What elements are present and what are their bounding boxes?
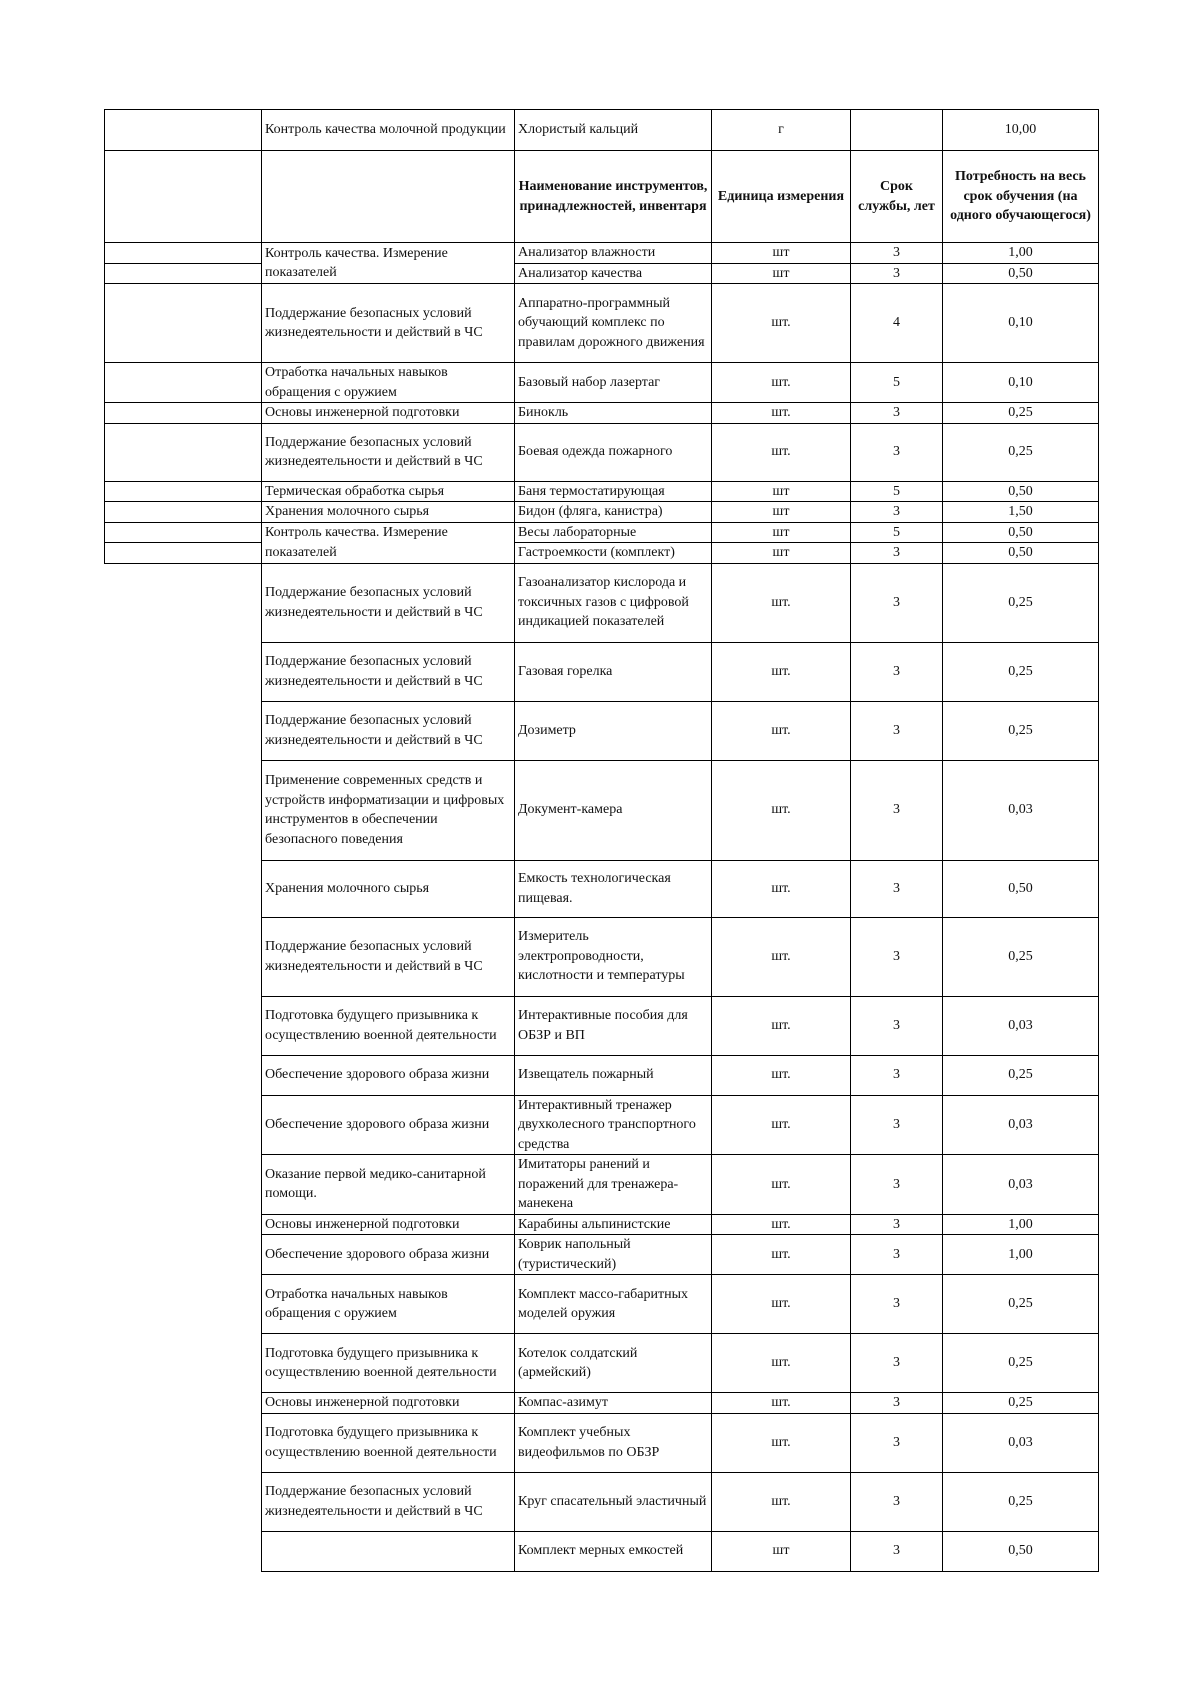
need-cell: 0,50 [943, 263, 1099, 284]
need-cell: 1,00 [943, 1214, 1099, 1235]
table-row [105, 1095, 1099, 1155]
need-cell: 0,10 [943, 363, 1099, 403]
need-cell: 0,50 [943, 481, 1099, 502]
topic-cell: Оказание первой медико-санитарной помощи. [262, 1155, 515, 1215]
need-cell: 0,03 [943, 1155, 1099, 1215]
term-cell: 5 [851, 522, 943, 543]
term-cell: 3 [851, 243, 943, 264]
need-cell: 0,25 [943, 642, 1099, 701]
term-cell: 3 [851, 563, 943, 642]
table-row [105, 760, 1099, 860]
term-cell: 4 [851, 284, 943, 363]
need-cell: 0,10 [943, 284, 1099, 363]
term-cell: 3 [851, 1531, 943, 1571]
unit-cell: шт [712, 243, 851, 264]
topic-cell: Основы инженерной подготовки [262, 1393, 515, 1414]
topic-cell: Основы инженерной подготовки [262, 1214, 515, 1235]
topic-cell: Обеспечение здорового образа жизни [262, 1235, 515, 1275]
need-cell: 1,00 [943, 243, 1099, 264]
table-row [105, 363, 1099, 403]
need-cell: 0,25 [943, 403, 1099, 424]
left-margin-cell [105, 1095, 262, 1155]
need-cell: 0,03 [943, 1413, 1099, 1472]
table-row [105, 1275, 1099, 1334]
table-row [105, 1413, 1099, 1472]
item-cell: Дозиметр [515, 701, 712, 760]
topic-cell: Поддержание безопасных условий жизнедеятельности и действий в ЧС [262, 284, 515, 363]
table-row [105, 481, 1099, 502]
term-cell: 3 [851, 1413, 943, 1472]
item-cell: Баня термостатирующая [515, 481, 712, 502]
need-cell: 0,25 [943, 701, 1099, 760]
topic-cell: Поддержание безопасных условий жизнедеятельности и действий в ЧС [262, 917, 515, 996]
term-cell: 3 [851, 423, 943, 481]
unit-cell: шт. [712, 760, 851, 860]
item-cell: Компас-азимут [515, 1393, 712, 1414]
topic-cell: Подготовка будущего призывника к осуществлению военной деятельности [262, 1334, 515, 1393]
term-cell: 3 [851, 263, 943, 284]
table-row [105, 1472, 1099, 1531]
need-cell: 0,03 [943, 1095, 1099, 1155]
topic-cell: Поддержание безопасных условий жизнедеятельности и действий в ЧС [262, 423, 515, 481]
unit-cell: шт [712, 481, 851, 502]
topic-cell: Подготовка будущего призывника к осуществлению военной деятельности [262, 1413, 515, 1472]
equipment-table [104, 109, 1099, 1572]
topic-cell: Контроль качества. Измерение показателей [262, 522, 515, 563]
left-margin-cell [105, 917, 262, 996]
item-cell: Газовая горелка [515, 642, 712, 701]
item-cell: Комплект мерных емкостей [515, 1531, 712, 1571]
unit-cell: шт. [712, 1095, 851, 1155]
term-cell [851, 110, 943, 151]
header-need: Потребность на весь срок обучения (на одного обучающегося) [943, 151, 1099, 243]
header-term: Срок службы, лет [851, 151, 943, 243]
table-row [105, 1214, 1099, 1235]
unit-cell: шт [712, 502, 851, 523]
left-margin-cell [105, 760, 262, 860]
table-row [105, 996, 1099, 1055]
topic-cell: Поддержание безопасных условий жизнедеятельности и действий в ЧС [262, 563, 515, 642]
item-cell: Аппаратно-программный обучающий комплекс по правилам дорожного движения [515, 284, 712, 363]
need-cell: 0,25 [943, 917, 1099, 996]
table-row [105, 917, 1099, 996]
term-cell: 3 [851, 1472, 943, 1531]
table-row [105, 1235, 1099, 1275]
left-margin-cell [105, 1334, 262, 1393]
unit-cell: шт. [712, 701, 851, 760]
left-margin-cell [105, 1413, 262, 1472]
need-cell: 0,25 [943, 423, 1099, 481]
item-cell: Боевая одежда пожарного [515, 423, 712, 481]
table-row [105, 642, 1099, 701]
item-cell: Газоанализатор кислорода и токсичных газов с цифровой индикацией показателей [515, 563, 712, 642]
unit-cell: шт. [712, 284, 851, 363]
unit-cell: шт. [712, 1275, 851, 1334]
header-unit: Единица измерения [712, 151, 851, 243]
item-cell: Бинокль [515, 403, 712, 424]
item-cell: Комплект массо-габаритных моделей оружия [515, 1275, 712, 1334]
table-row [105, 502, 1099, 523]
left-margin-cell [105, 1275, 262, 1334]
unit-cell: шт. [712, 917, 851, 996]
topic-cell: Обеспечение здорового образа жизни [262, 1055, 515, 1095]
left-margin-cell [105, 642, 262, 701]
unit-cell: шт. [712, 996, 851, 1055]
left-margin-cell [105, 1235, 262, 1275]
left-margin-cell [105, 1055, 262, 1095]
topic-cell: Применение современных средств и устройств информатизации и цифровых инструментов в обеспечении безопасного поведения [262, 760, 515, 860]
item-cell: Карабины альпинистские [515, 1214, 712, 1235]
unit-cell: г [712, 110, 851, 151]
table-row [105, 110, 1099, 151]
unit-cell: шт. [712, 642, 851, 701]
topic-cell: Поддержание безопасных условий жизнедеятельности и действий в ЧС [262, 1472, 515, 1531]
need-cell: 0,03 [943, 996, 1099, 1055]
need-cell: 0,50 [943, 543, 1099, 564]
unit-cell: шт. [712, 1055, 851, 1095]
topic-cell: Поддержание безопасных условий жизнедеятельности и действий в ЧС [262, 642, 515, 701]
topic-cell: Хранения молочного сырья [262, 860, 515, 917]
need-cell: 0,25 [943, 1472, 1099, 1531]
left-margin-cell [105, 151, 262, 243]
left-margin-cell [105, 522, 262, 543]
item-cell: Анализатор качества [515, 263, 712, 284]
need-cell: 1,00 [943, 1235, 1099, 1275]
topic-cell: Хранения молочного сырья [262, 502, 515, 523]
table-row [105, 1055, 1099, 1095]
item-cell: Круг спасательный эластичный [515, 1472, 712, 1531]
unit-cell: шт. [712, 1235, 851, 1275]
need-cell: 0,25 [943, 563, 1099, 642]
left-margin-cell [105, 423, 262, 481]
need-cell: 0,25 [943, 1055, 1099, 1095]
left-margin-cell [105, 502, 262, 523]
item-cell: Бидон (фляга, канистра) [515, 502, 712, 523]
unit-cell: шт. [712, 1155, 851, 1215]
left-margin-cell [105, 1155, 262, 1215]
topic-cell: Подготовка будущего призывника к осуществлению военной деятельности [262, 996, 515, 1055]
unit-cell: шт. [712, 1393, 851, 1414]
item-cell: Емкость технологическая пищевая. [515, 860, 712, 917]
table-row [105, 543, 1099, 564]
left-margin-cell [105, 263, 262, 284]
left-margin-cell [105, 543, 262, 564]
need-cell: 0,25 [943, 1334, 1099, 1393]
table-row [105, 284, 1099, 363]
term-cell: 3 [851, 1095, 943, 1155]
item-cell: Весы лабораторные [515, 522, 712, 543]
term-cell: 3 [851, 701, 943, 760]
left-margin-cell [105, 996, 262, 1055]
topic-cell: Основы инженерной подготовки [262, 403, 515, 424]
need-cell: 0,25 [943, 1275, 1099, 1334]
item-cell: Анализатор влажности [515, 243, 712, 264]
need-cell: 0,25 [943, 1393, 1099, 1414]
unit-cell: шт [712, 263, 851, 284]
left-margin-cell [105, 701, 262, 760]
table-row [105, 423, 1099, 481]
table-row [105, 701, 1099, 760]
need-cell: 0,03 [943, 760, 1099, 860]
left-margin-cell [105, 110, 262, 151]
left-margin-cell [105, 1472, 262, 1531]
left-margin-cell [105, 403, 262, 424]
term-cell: 3 [851, 1334, 943, 1393]
left-margin-cell [105, 243, 262, 264]
unit-cell: шт. [712, 363, 851, 403]
need-cell: 0,50 [943, 860, 1099, 917]
left-margin-cell [105, 1214, 262, 1235]
unit-cell: шт. [712, 1472, 851, 1531]
table-row [105, 243, 1099, 264]
term-cell: 3 [851, 917, 943, 996]
table-row [105, 403, 1099, 424]
need-cell: 10,00 [943, 110, 1099, 151]
topic-cell: Термическая обработка сырья [262, 481, 515, 502]
term-cell: 3 [851, 1055, 943, 1095]
term-cell: 3 [851, 860, 943, 917]
need-cell: 0,50 [943, 522, 1099, 543]
need-cell: 0,50 [943, 1531, 1099, 1571]
unit-cell: шт. [712, 403, 851, 424]
left-margin-cell [105, 363, 262, 403]
left-margin-cell [105, 1393, 262, 1414]
term-cell: 3 [851, 760, 943, 860]
item-cell: Интерактивный тренажер двухколесного транспортного средства [515, 1095, 712, 1155]
term-cell: 3 [851, 1275, 943, 1334]
topic-cell: Поддержание безопасных условий жизнедеятельности и действий в ЧС [262, 701, 515, 760]
unit-cell: шт. [712, 860, 851, 917]
table-row [105, 860, 1099, 917]
term-cell: 3 [851, 403, 943, 424]
term-cell: 5 [851, 481, 943, 502]
unit-cell: шт [712, 522, 851, 543]
term-cell: 3 [851, 1155, 943, 1215]
need-cell: 1,50 [943, 502, 1099, 523]
item-cell: Котелок солдатский (армейский) [515, 1334, 712, 1393]
topic-cell: Контроль качества молочной продукции [262, 110, 515, 151]
term-cell: 3 [851, 543, 943, 564]
unit-cell: шт. [712, 423, 851, 481]
table-row [105, 563, 1099, 642]
item-cell: Комплект учебных видеофильмов по ОБЗР [515, 1413, 712, 1472]
item-cell: Гастроемкости (комплект) [515, 543, 712, 564]
table-row [105, 1334, 1099, 1393]
term-cell: 3 [851, 996, 943, 1055]
unit-cell: шт. [712, 563, 851, 642]
unit-cell: шт [712, 543, 851, 564]
term-cell: 3 [851, 642, 943, 701]
item-cell: Интерактивные пособия для ОБЗР и ВП [515, 996, 712, 1055]
left-margin-cell [105, 1531, 262, 1571]
table-row [105, 1531, 1099, 1571]
left-margin-cell [105, 563, 262, 642]
topic-cell: Контроль качества. Измерение показателей [262, 243, 515, 284]
topic-cell: Отработка начальных навыков обращения с оружием [262, 1275, 515, 1334]
unit-cell: шт. [712, 1413, 851, 1472]
item-cell: Базовый набор лазертаг [515, 363, 712, 403]
item-cell: Хлористый кальций [515, 110, 712, 151]
item-cell: Измеритель электропроводности, кислотности и температуры [515, 917, 712, 996]
term-cell: 3 [851, 1393, 943, 1414]
table-header-row [105, 151, 1099, 243]
unit-cell: шт [712, 1531, 851, 1571]
header-topic-cell [262, 151, 515, 243]
item-cell: Имитаторы ранений и поражений для тренажера-манекена [515, 1155, 712, 1215]
term-cell: 5 [851, 363, 943, 403]
left-margin-cell [105, 860, 262, 917]
topic-cell: Отработка начальных навыков обращения с оружием [262, 363, 515, 403]
header-name: Наименование инструментов, принадлежностей, инвентаря [515, 151, 712, 243]
unit-cell: шт. [712, 1334, 851, 1393]
table-row [105, 263, 1099, 284]
topic-cell: Обеспечение здорового образа жизни [262, 1095, 515, 1155]
term-cell: 3 [851, 1235, 943, 1275]
item-cell: Извещатель пожарный [515, 1055, 712, 1095]
table-row [105, 1393, 1099, 1414]
unit-cell: шт. [712, 1214, 851, 1235]
left-margin-cell [105, 284, 262, 363]
term-cell: 3 [851, 1214, 943, 1235]
item-cell: Коврик напольный (туристический) [515, 1235, 712, 1275]
term-cell: 3 [851, 502, 943, 523]
item-cell: Документ-камера [515, 760, 712, 860]
table-row [105, 1155, 1099, 1215]
topic-cell [262, 1531, 515, 1571]
left-margin-cell [105, 481, 262, 502]
table-row [105, 522, 1099, 543]
